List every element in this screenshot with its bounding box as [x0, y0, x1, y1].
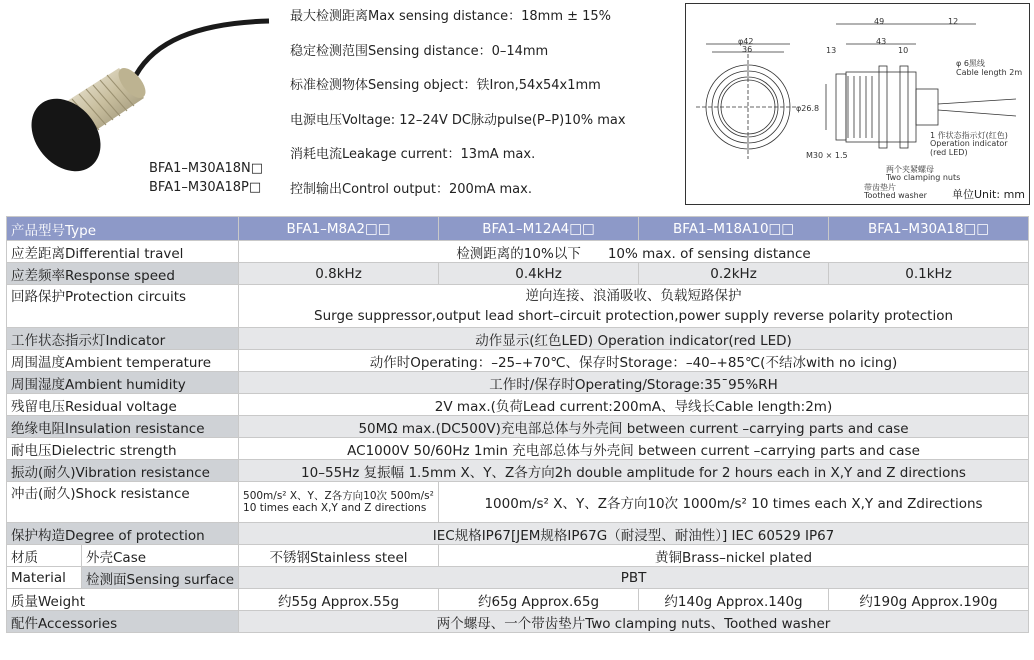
row-accessories: 配件Accessories 两个螺母、一个带齿垫片Two clamping nuts、Toothed washer: [7, 611, 1029, 633]
row-dielectric-strength: 耐电压Dielectric strength AC1000V 50/60Hz 1min 充电部总体与外壳间 between current –carrying parts and case: [7, 438, 1029, 460]
dim-cable-end: 12: [948, 17, 959, 26]
header-m12: BFA1–M12A4□□: [439, 217, 639, 241]
dim-face: φ26.8: [796, 104, 820, 113]
note-cable-en: Cable length 2m: [956, 68, 1023, 77]
dim-nut: 10: [898, 46, 909, 55]
note-nuts-cn: 两个夹紧螺母: [886, 165, 934, 174]
product-photo: [4, 3, 284, 203]
spec-max-distance: 最大检测距离Max sensing distance：18mm ± 15%: [290, 9, 612, 24]
spec-leakage-current: 消耗电流Leakage current：13mA max.: [290, 147, 536, 163]
row-indicator: 工作状态指示灯Indicator 动作显示(红色LED) Operation indicator(red LED): [7, 328, 1029, 350]
header-m8: BFA1–M8A2□□: [239, 217, 439, 241]
unit-label: 单位Unit: mm: [951, 188, 1025, 201]
row-degree-of-protection: 保护构造Degree of protection IEC规格IP67[JEM规格IP67G（耐浸型、耐油性）] IEC 60529 IP67: [7, 523, 1029, 545]
spec-sensing-distance: 稳定检测范围Sensing distance：0–14mm: [290, 43, 549, 59]
row-ambient-temperature: 周围温度Ambient temperature 动作时Operating：–25–+70℃、保存时Storage：–40–+85℃(不结冰with no icing): [7, 350, 1029, 372]
note-nuts-en: Two clamping nuts: [886, 173, 961, 182]
spec-sensing-object: 标准检测物体Sensing object：铁Iron,54x54x1mm: [290, 78, 601, 94]
header-m18: BFA1–M18A10□□: [639, 217, 829, 241]
header-type: 产品型号Type: [7, 217, 239, 241]
row-residual-voltage: 残留电压Residual voltage 2V max.(负荷Lead current:200mA、导线长Cable length:2m): [7, 394, 1029, 416]
model-n: BFA1–M30A18N□: [149, 161, 264, 176]
note-cable-cn: φ 6黑线: [956, 59, 985, 68]
row-insulation-resistance: 绝缘电阻Insulation resistance 50MΩ max.(DC500V)充电部总体与外壳间 between current –carrying parts and case: [7, 416, 1029, 438]
row-differential-travel: 应差距离Differential travel 检测距离的10%以下 10% max. of sensing distance: [7, 241, 1029, 263]
key-specs: [290, 5, 680, 213]
spec-control-output: 控制输出Control output：200mA max.: [290, 181, 532, 197]
note-washer-cn: 带齿垫片: [864, 183, 896, 192]
spec-voltage: 电源电压Voltage: 12–24V DC脉动pulse(P–P)10% max: [290, 112, 626, 128]
dim-overall-length: 49: [874, 17, 885, 26]
dim-body: 43: [876, 37, 887, 46]
dimension-drawing: [685, 3, 1030, 205]
row-ambient-humidity: 周围湿度Ambient humidity 工作时/保存时Operating/Storage:35¯95%RH: [7, 372, 1029, 394]
model-p: BFA1–M30A18P□: [149, 180, 262, 195]
technical-drawing: [686, 4, 1029, 204]
dim-thread: M30 × 1.5: [806, 151, 848, 160]
header-m30: BFA1–M30A18□□: [829, 217, 1029, 241]
table-header: [7, 217, 1029, 241]
row-response-speed: 应差频率Response speed 0.8kHz 0.4kHz 0.2kHz 0.1kHz: [7, 263, 1029, 285]
dim-diameter-outer: φ42: [738, 37, 754, 46]
dim-front: 13: [826, 46, 837, 55]
note-led-en: Operation indicator: [930, 139, 1008, 148]
row-protection-circuits: 回路保护Protection circuits 逆向连接、浪涌吸收、负载短路保护 Surge suppressor,output lead short–circuit protection,power supply reverse polarity protection: [7, 285, 1029, 328]
note-led-red: (red LED): [930, 148, 968, 157]
product-header: [0, 0, 1034, 208]
row-material-sensing-surface: Material 检测面Sensing surface PBT: [7, 567, 1029, 589]
row-material-case: 材质 外壳Case 不锈钢Stainless steel 黄铜Brass–nickel plated: [7, 545, 1029, 567]
row-vibration-resistance: 振动(耐久)Vibration resistance 10–55Hz 复振幅 1.5mm X、Y、Z各方向2h double amplitude for 2 hours each in X,Y and Z directions: [7, 460, 1029, 482]
dim-diameter-inner: 36: [742, 45, 753, 54]
row-shock-resistance: 冲击(耐久)Shock resistance 500m/s² X、Y、Z各方向10次 500m/s² 10 times each X,Y and Z directions 1000m/s² X、Y、Z各方向10次 1000m/s² 10 times each X,Y and Zdirections: [7, 482, 1029, 523]
note-led-cn: 1 作状态指示灯(红色): [930, 131, 1008, 140]
row-weight: 质量Weight 约55g Approx.55g 约65g Approx.65g 约140g Approx.140g 约190g Approx.190g: [7, 589, 1029, 611]
note-washer-en: Toothed washer: [864, 191, 927, 200]
spec-table: [6, 216, 1029, 633]
